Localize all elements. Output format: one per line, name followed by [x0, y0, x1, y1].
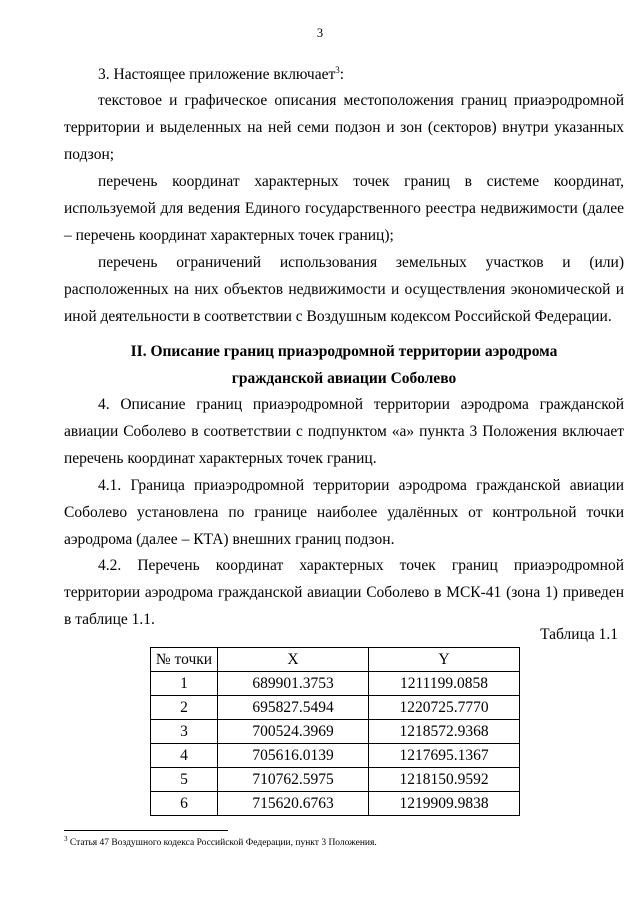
cell-point: 3 [151, 720, 218, 744]
item1-line2: территории и выделенных на ней семи подзон и зон (секторов) внутри указанных [64, 119, 624, 136]
footnote [64, 835, 377, 848]
section-heading-line2: гражданской авиации Соболево [231, 370, 457, 387]
cell-y: 1219909.9838 [369, 792, 520, 816]
cell-x: 689901.3753 [218, 672, 369, 696]
table-header-row [151, 648, 520, 672]
item2-line2: используемой для ведения Единого государственного реестра недвижимости (далее [64, 200, 624, 217]
column-header-x: X [218, 648, 369, 672]
column-header-y: Y [369, 648, 520, 672]
item2-line1: перечень координат характерных точек границ в системе координат, [98, 173, 624, 190]
cell-point: 6 [151, 792, 218, 816]
cell-point: 5 [151, 768, 218, 792]
p4-line3: перечень координат характерных точек границ. [64, 450, 377, 467]
footnote-reference: 3 [335, 65, 340, 75]
cell-point: 4 [151, 744, 218, 768]
cell-x: 710762.5975 [218, 768, 369, 792]
table-row [151, 720, 520, 744]
p4-line1: 4. Описание границ приаэродромной территории аэродрома гражданской [98, 396, 624, 413]
cell-y: 1211199.0858 [369, 672, 520, 696]
p41-line3: аэродрома (далее – КТА) внешних границ подзон. [64, 531, 395, 548]
cell-y: 1220725.7770 [369, 696, 520, 720]
table-row [151, 792, 520, 816]
table-row [151, 768, 520, 792]
cell-x: 700524.3969 [218, 720, 369, 744]
p42-line1: 4.2. Перечень координат характерных точек границ приаэродромной [98, 557, 624, 574]
item1-line1: текстовое и графическое описания местоположения границ приаэродромной [98, 92, 624, 109]
p42-line3: в таблице 1.1. [64, 611, 155, 628]
p4-line2: авиации Соболево в соответствии с подпунктом «а» пункта 3 Положения включает [64, 423, 624, 440]
cell-x: 715620.6763 [218, 792, 369, 816]
cell-y: 1218572.9368 [369, 720, 520, 744]
cell-y: 1218150.9592 [369, 768, 520, 792]
item3-line2: расположенных на них объектов недвижимости и осуществления экономической и [64, 281, 624, 298]
cell-y: 1217695.1367 [369, 744, 520, 768]
table-caption: Таблица 1.1 [540, 626, 618, 643]
footnote-mark: 3 [64, 835, 68, 843]
page-number: 3 [316, 26, 324, 40]
cell-x: 705616.0139 [218, 744, 369, 768]
section-3-lead: 3. Настоящее приложение включает$^3$: [98, 65, 345, 83]
cell-point: 2 [151, 696, 218, 720]
p42-line2: территории аэродрома гражданской авиации Соболево в МСК-41 (зона 1) приведен [64, 584, 624, 601]
item3-line3: иной деятельности в соответствии с Воздушным кодексом Российской Федерации. [64, 308, 612, 325]
item3-line1: перечень ограничений использования земельных участков и (или) [98, 254, 624, 271]
table-row [151, 672, 520, 696]
table-row [151, 744, 520, 768]
cell-x: 695827.5494 [218, 696, 369, 720]
column-header-point: № точки [151, 648, 218, 672]
section-heading-line1: II. Описание границ приаэродромной территории аэродрома [130, 343, 558, 360]
p41-line1: 4.1. Граница приаэродромной территории аэродрома гражданской авиации [98, 477, 624, 494]
table-row [151, 696, 520, 720]
footnote-separator [64, 830, 228, 831]
item2-line3: – перечень координат характерных точек границ); [64, 227, 394, 244]
item1-line3: подзон; [64, 146, 115, 163]
coordinates-table [150, 647, 520, 816]
footnote-text: Статья 47 Воздушного кодекса Российской Федерации, пункт 3 Положения. [67, 838, 377, 848]
p41-line2: Соболево установлена по границе наиболее удалённых от контрольной точки [64, 504, 624, 521]
cell-point: 1 [151, 672, 218, 696]
